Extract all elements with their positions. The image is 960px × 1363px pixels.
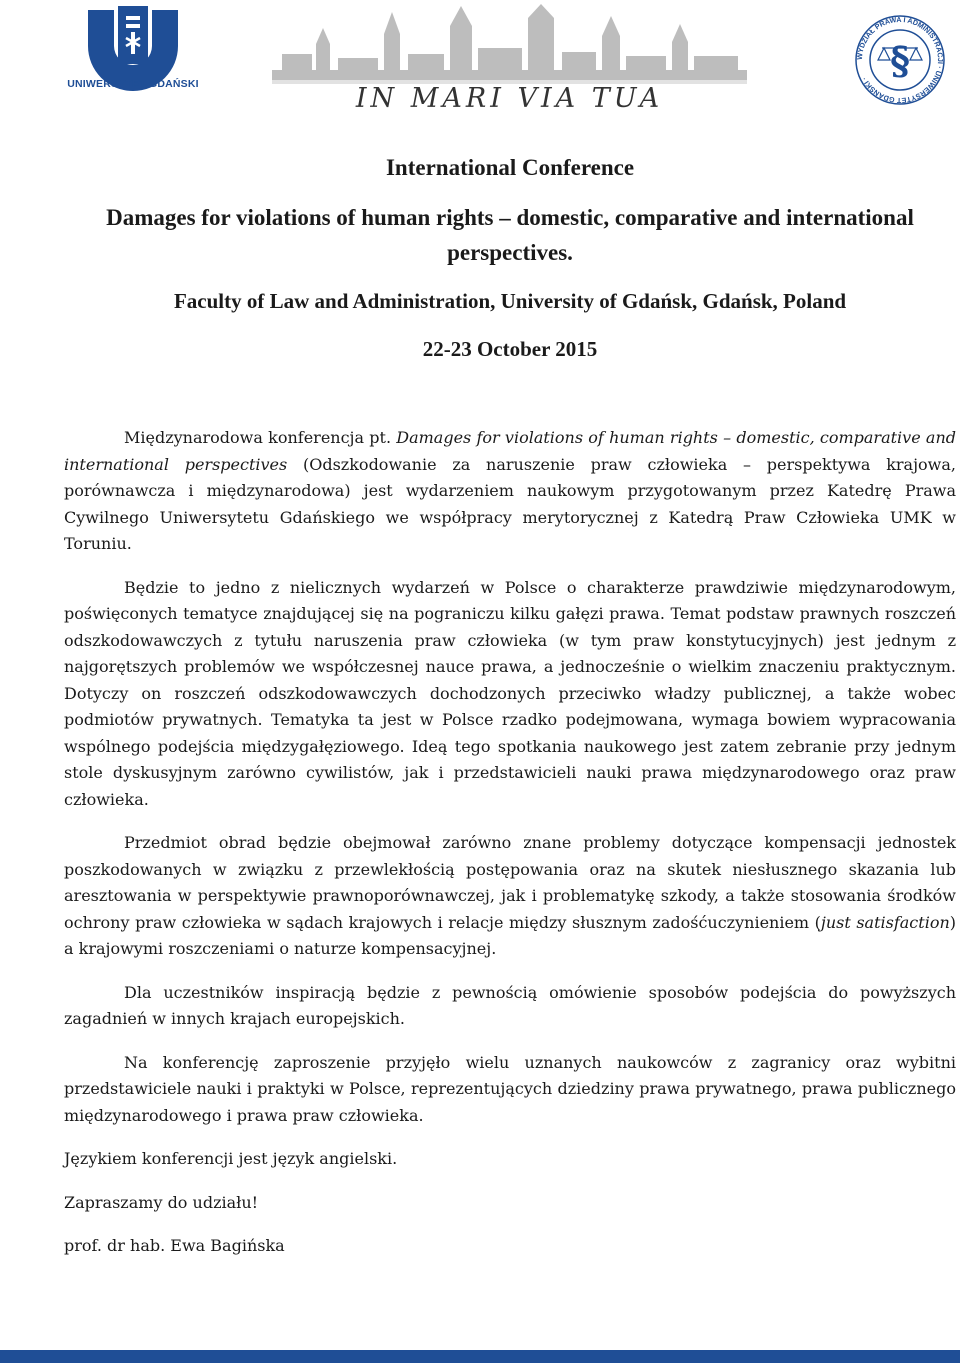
paragraph-significance: Będzie to jedno z nielicznych wydarzeń w Polsce o charakterze prawdziwie międzynarodowym, poświęconych tematyce znajdującej się na pograniczu kilku gałęzi prawa. Temat podstaw prawnych roszczeń odszkodowawczych z tytułu naruszenia praw człowieka (w tym praw konstytucyjnych) jest jednym z najgorętszych problemów we współczesnej nauce prawa, a jednocześnie o wielkim znaczeniu praktycznym. Dotyczy on roszczeń odszkodowawczych dochodzonych przeciwko władzy publicznej, a także wobec podmiotów prywatnych. Tematyka ta jest w Polsce rzadko podejmowana, wymaga bowiem wypracowania wspólnego podejścia międzygałęziowego. Ideą tego spotkania naukowego jest zatem zebranie przy jednym stole dyskusyjnym zarówno cywilistów, jak i przedstawicieli nauki prawa międzynarodowego oraz praw człowieka. [64,577,956,809]
faculty-seal-icon [854,14,946,106]
conference-title: Damages for violations of human rights – domestic, comparative and international perspectives. [106,205,914,265]
document-body [64,425,956,1277]
paragraph-speakers: Na konferencję zaproszenie przyjęło wielu uznanych naukowców z zagranicy oraz wybitni przedstawiciele nauki i praktyki w Polsce, reprezentujących dziedziny prawa prywatnego, prawa publicznego międzynarodowego i prawa praw człowieka. [64,1052,956,1125]
letterhead [0,0,960,125]
paragraph-scope: Przedmiot obrad będzie obejmował zarówno znane problemy dotyczące kompensacji jednostek poszkodowanych w związku z przewlekłością postępowania oraz na skutek niesłusznego skazania lub aresztowania w perspektywie prawnoporównawczej, jak i problematykę szkody, a także stosowania środków ochrony praw człowieka w sądach krajowych i relacje między słusznym zadośćuczynieniem (just satisfaction) a krajowymi roszczeniami o naturze kompensacyjnej. [64,833,957,958]
conference-label: International Conference [385,155,635,180]
paragraph-language: Językiem konferencji jest język angielski. [64,1149,398,1168]
motto-text: IN MARI VIA TUA [355,83,664,114]
paragraph-intro: Międzynarodowa konferencja pt. Damages for violations of human rights – domestic, comparative and international perspectives (Odszkodowanie za naruszenie praw człowieka – perspektywa krajowa, porównawcza i międzynarodowa) jest wydarzeniem naukowym przygotowanym przez Katedrę Prawa Cywilnego Uniwersytetu Gdańskiego we współpracy merytorycznej z Katedrą Praw Człowieka UMK w Toruniu. [64,428,957,553]
conference-venue: Faculty of Law and Administration, University of Gdańsk, Gdańsk, Poland [173,289,847,313]
footer-bar [0,1350,960,1363]
university-name: UNIWERSYTET GDAŃSKI [67,78,199,90]
svg-text:§: § [890,38,910,83]
city-skyline-icon [272,4,747,92]
signature: prof. dr hab. Ewa Bagińska [64,1236,285,1255]
seal-text: WYDZIAŁ PRAWA I ADMINISTRACJI · UNIWERSYTET GDAŃSKI · [854,14,946,106]
paragraph-inspiration: Dla uczestników inspiracją będzie z pewnością omówienie sposobów podejścia do powyższych zagadnień w innych krajach europejskich. [64,982,956,1028]
conference-title-italic: Damages for violations of human rights – domestic, comparative and international perspectives [64,428,956,474]
conference-dates: 22-23 October 2015 [422,337,598,361]
paragraph-invitation: Zapraszamy do udziału! [64,1192,259,1212]
document-header [60,152,960,364]
